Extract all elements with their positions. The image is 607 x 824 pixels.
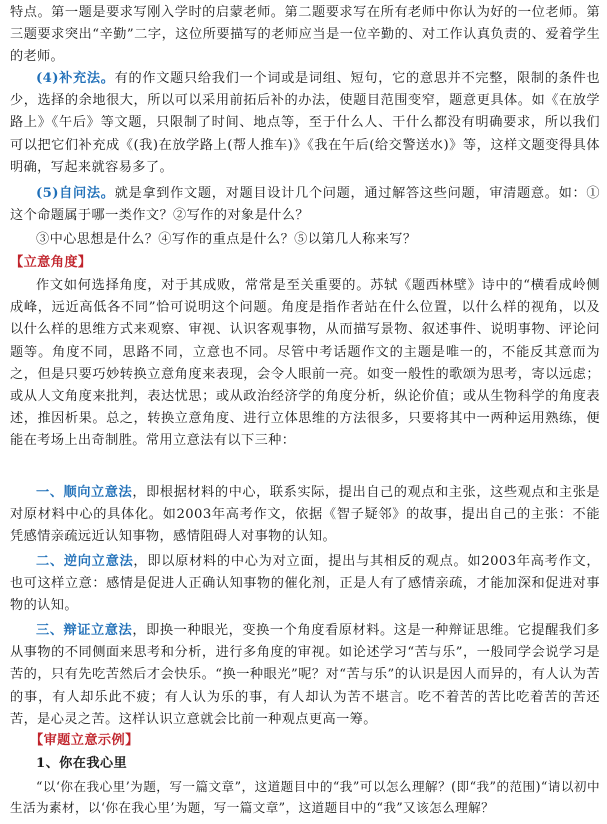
example-paragraph (10, 776, 600, 818)
intro-paragraph (10, 2, 600, 69)
method-c-text: ，即换一种眼光，变换一个角度看原材料。这是一种辩证思维。它提醒我们多从事物的不同侧面来思考和分析，进行多角度的审视。如论述学习“苦与乐”，一般同学会说学习是苦的，只有先吃苦然后才会快乐。“换一种眼光”呢？对“苦与乐”的认识是因人而异的，有人认为苦的事，有人却乐此不疲；有人认为乐的事，有人却认为苦不堪言。吃不着苦的苦比吃着苦的苦还苦，是心灵之苦。这样认识立意就会比前一种观点更高一筹。 (10, 623, 600, 727)
angle-heading-line (10, 252, 600, 274)
example-heading: 【审题立意示例】 (30, 733, 139, 748)
angle-heading: 【立意角度】 (10, 255, 92, 270)
method5-label: (5)自问法。 (36, 186, 115, 201)
example-item-title: 1、你在我心里 (36, 756, 128, 771)
angle-paragraph (10, 275, 600, 453)
method-b-text: ，即以原材料的中心为对立面，提出与其相反的观点。如2003年高考作文，也可这样立意：感情是促进人正确认知事物的催化剂，正是人有了感情亲疏，才能加深和促进对事物的认知。 (10, 554, 600, 614)
method5-paragraph (10, 183, 600, 227)
method-b-paragraph (10, 551, 600, 618)
method-a-label: 一、顺向立意法 (36, 485, 133, 500)
method5-text2: ③中心思想是什么？④写作的重点是什么？⑤以第几人称来写？ (36, 232, 417, 247)
method5-questions (10, 229, 600, 251)
example-item-title-line (10, 753, 600, 775)
example-text: “以‘你在我心里’为题，写一篇文章”，这道题目中的“我”可以怎么理解？(即“我”的范围)“请以初中生活为素材，以‘你在我心里’为题，写一篇文章”，这道题目中的“我”又该怎么理解？ (10, 779, 600, 815)
intro-text: 特点。第一题是要求写刚入学时的启蒙老师。第二题要求写在所有老师中你认为好的一位老师。第三题要求突出“辛勤”二字，这位所要描写的老师应当是一位辛勤的、对工作认真负责的、爱着学生的老师。 (10, 5, 600, 65)
angle-text: 作文如何选择角度，对于其成败，常常是至关重要的。苏轼《题西林壁》诗中的“横看成岭侧成峰，远近高低各不同”恰可说明这个问题。角度是指作者站在什么位置，以什么样的视角，以及以什么样的思维方式来观察、审视、认识客观事物，从而描写景物、叙述事件、说明事物、评论问题等。角度不同，思路不同，立意也不同。尽管中考话题作文的主题是唯一的，不能反其意而为之，但是只要巧妙转换立意角度来表现，会令人眼前一亮。如变一般性的歌颂为思考，寄以远虑；或从人文角度来批判，表达忧思；或从政治经济学的角度分析，纵论价值；或从生物科学的角度表述，推因析果。总之，转换立意角度、进行立体思维的方法很多，只要将其中一两种运用熟练，便能在考场上出奇制胜。常用立意法有以下三种： (10, 278, 600, 449)
method5-text: 就是拿到作文题，对题目设计几个问题，通过解答这些问题，审清题意。如：①这个命题属于哪一类作文？②写作的对象是什么？ (10, 186, 600, 224)
method-c-label: 三、辩证立意法 (36, 623, 133, 638)
example-heading-line (10, 730, 600, 752)
method-a-text: ，即根据材料的中心，联系实际，提出自己的观点和主张，这些观点和主张是对原材料中心的具体化。如2003年高考作文，依据《智子疑邻》的故事，提出自己的主张：不能凭感情亲疏远近认知事物，感情阻碍人对事物的认知。 (10, 485, 600, 545)
method4-paragraph (10, 68, 600, 179)
method-a-paragraph (10, 482, 600, 549)
method-c-paragraph (10, 620, 600, 731)
method-b-label: 二、逆向立意法 (36, 554, 134, 569)
method4-label: (4)补充法。 (36, 71, 115, 86)
method4-text: 有的作文题只给我们一个词或是词组、短句，它的意思并不完整，限制的条件也少，选择的余地很大，所以可以采用前拓后补的办法，使题目范围变窄，题意更具体。如《在放学路上》《午后》等文题，只限制了时间、地点等，至于什么人、干什么都没有明确要求，所以我们可以把它们补充成《(我)在放学路上(帮人推车)》《我在午后(给交警送水)》等，这样文题变得具体明确，写起来就容易多了。 (10, 71, 600, 175)
